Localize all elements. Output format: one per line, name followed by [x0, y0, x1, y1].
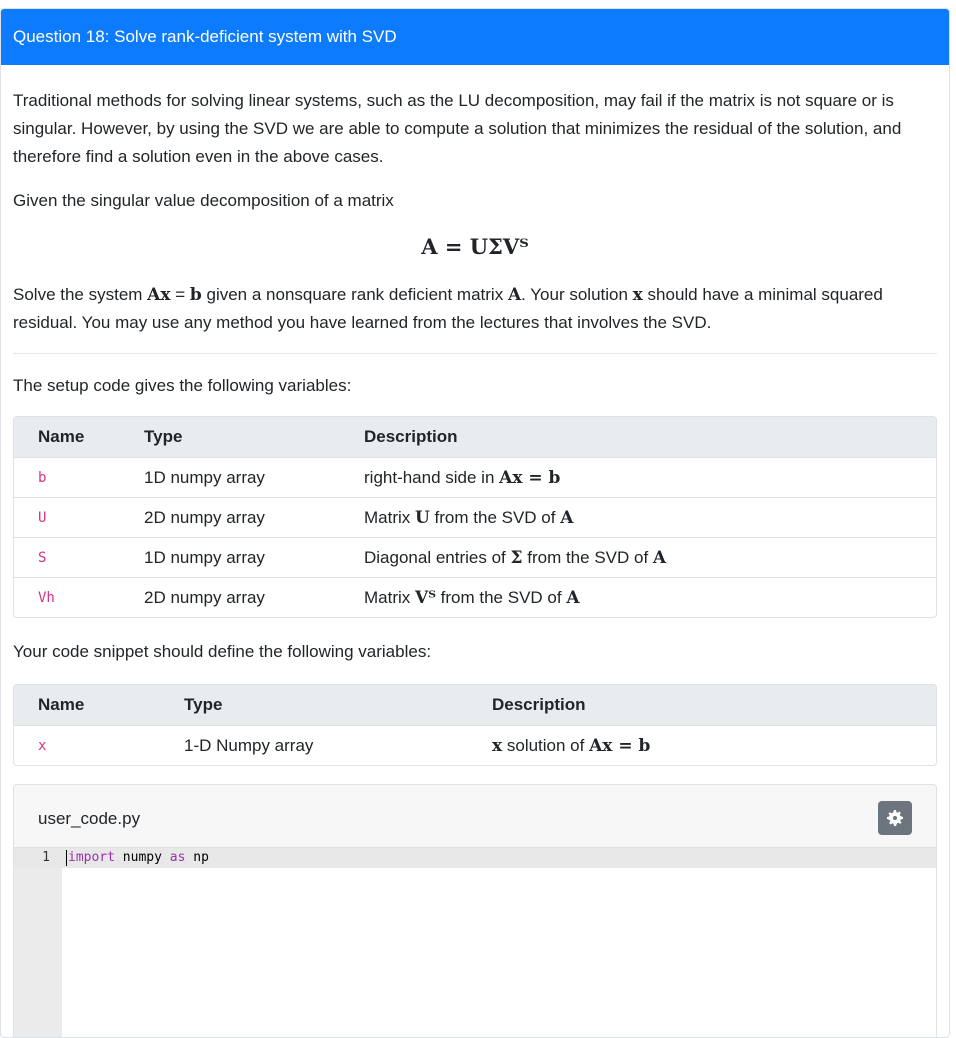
table-header-row — [14, 417, 936, 458]
editor-settings-button[interactable] — [878, 801, 912, 835]
question-body — [1, 65, 949, 1038]
var-type: 2D numpy array — [144, 587, 265, 607]
code-line[interactable] — [66, 848, 209, 868]
column-header-description: Description — [340, 417, 936, 458]
math-b: b — [189, 285, 202, 305]
var-description — [340, 578, 936, 617]
desc-math: A — [560, 507, 574, 528]
desc-math: A — [566, 587, 580, 608]
table-row — [14, 498, 936, 538]
output-variables-table — [13, 684, 937, 766]
desc-math: Ax = b — [499, 467, 561, 488]
question-card — [0, 8, 950, 1038]
column-header-name: Name — [14, 417, 120, 458]
task-text-2: given a nonsquare rank deficient matrix — [201, 285, 508, 304]
var-type: 2D numpy array — [120, 498, 340, 538]
desc-text: Diagonal entries of — [364, 547, 511, 567]
output-heading: Your code snippet should define the following variables: — [13, 642, 432, 661]
code-editor-panel — [13, 784, 937, 1038]
desc-math: Ax = b — [589, 735, 651, 756]
table-row — [14, 578, 936, 617]
desc-text: Matrix — [364, 587, 415, 607]
question-title: Question 18: Solve rank-deficient system with SVD — [13, 27, 397, 46]
task-paragraph — [13, 281, 937, 337]
svd-equation: A = UΣVᵀ — [421, 234, 529, 259]
var-description — [340, 458, 936, 498]
var-name: x — [38, 738, 47, 754]
divider — [13, 353, 937, 354]
desc-text: Matrix — [364, 507, 415, 527]
column-header-type: Type — [120, 417, 340, 458]
desc-text: from the SVD of — [435, 587, 567, 607]
desc-math: x — [492, 735, 503, 756]
desc-math: Vᵀ — [415, 587, 436, 608]
var-description — [468, 726, 936, 765]
code-text: numpy — [114, 850, 170, 865]
line-gutter — [14, 848, 62, 1038]
var-name: b — [38, 470, 47, 486]
question-header — [1, 9, 949, 65]
column-header-name: Name — [14, 685, 160, 726]
math-eq: = — [170, 285, 190, 304]
editor-header — [14, 785, 936, 847]
given-paragraph: Given the singular value decomposition of a matrix — [13, 191, 394, 210]
desc-text: right-hand side in — [364, 467, 500, 487]
code-keyword: import — [68, 850, 115, 865]
var-description — [340, 498, 936, 538]
setup-heading: The setup code gives the following variables: — [13, 376, 352, 395]
table-header-row — [14, 685, 936, 726]
line-number: 1 — [42, 850, 50, 865]
column-header-type: Type — [160, 685, 468, 726]
var-name: Vh — [38, 590, 55, 606]
var-description — [340, 538, 936, 578]
math-x: x — [632, 285, 643, 305]
gear-icon — [887, 810, 903, 826]
intro-paragraph: Traditional methods for solving linear systems, such as the LU decomposition, may fail if the matrix is not square or is singular. However, by using the SVD we are able to compute a solution that minimizes the residual of the solution, and therefore find a solution even in the above cases. — [13, 91, 902, 166]
code-text: np — [185, 850, 209, 865]
var-name: S — [38, 550, 47, 566]
column-header-description: Description — [468, 685, 936, 726]
task-text-4: should have a minimal squared residual. You may use any method you have learned from the lectures that involves the SVD. — [13, 285, 883, 332]
table-row — [14, 538, 936, 578]
text-cursor — [66, 850, 67, 866]
var-type: 1D numpy array — [120, 458, 340, 498]
desc-text: from the SVD of — [429, 507, 561, 527]
desc-math: Σ — [510, 547, 523, 568]
math-ax: Ax — [147, 285, 171, 305]
desc-text: solution of — [502, 735, 590, 755]
setup-variables-table — [13, 416, 937, 618]
editor-filename: user_code.py — [38, 809, 141, 828]
desc-math: U — [415, 507, 430, 528]
desc-math: A — [652, 547, 667, 568]
code-editor[interactable] — [14, 847, 936, 1038]
var-name: U — [38, 510, 47, 526]
math-a: A — [507, 285, 522, 305]
var-type: 1-D Numpy array — [184, 735, 314, 755]
table-row — [14, 726, 936, 765]
task-text-3: . Your solution — [521, 285, 633, 304]
table-row — [14, 458, 936, 498]
var-type: 1D numpy array — [120, 538, 340, 578]
desc-text: from the SVD of — [522, 547, 653, 567]
code-keyword: as — [169, 850, 186, 865]
task-text-1: Solve the system — [13, 285, 148, 304]
